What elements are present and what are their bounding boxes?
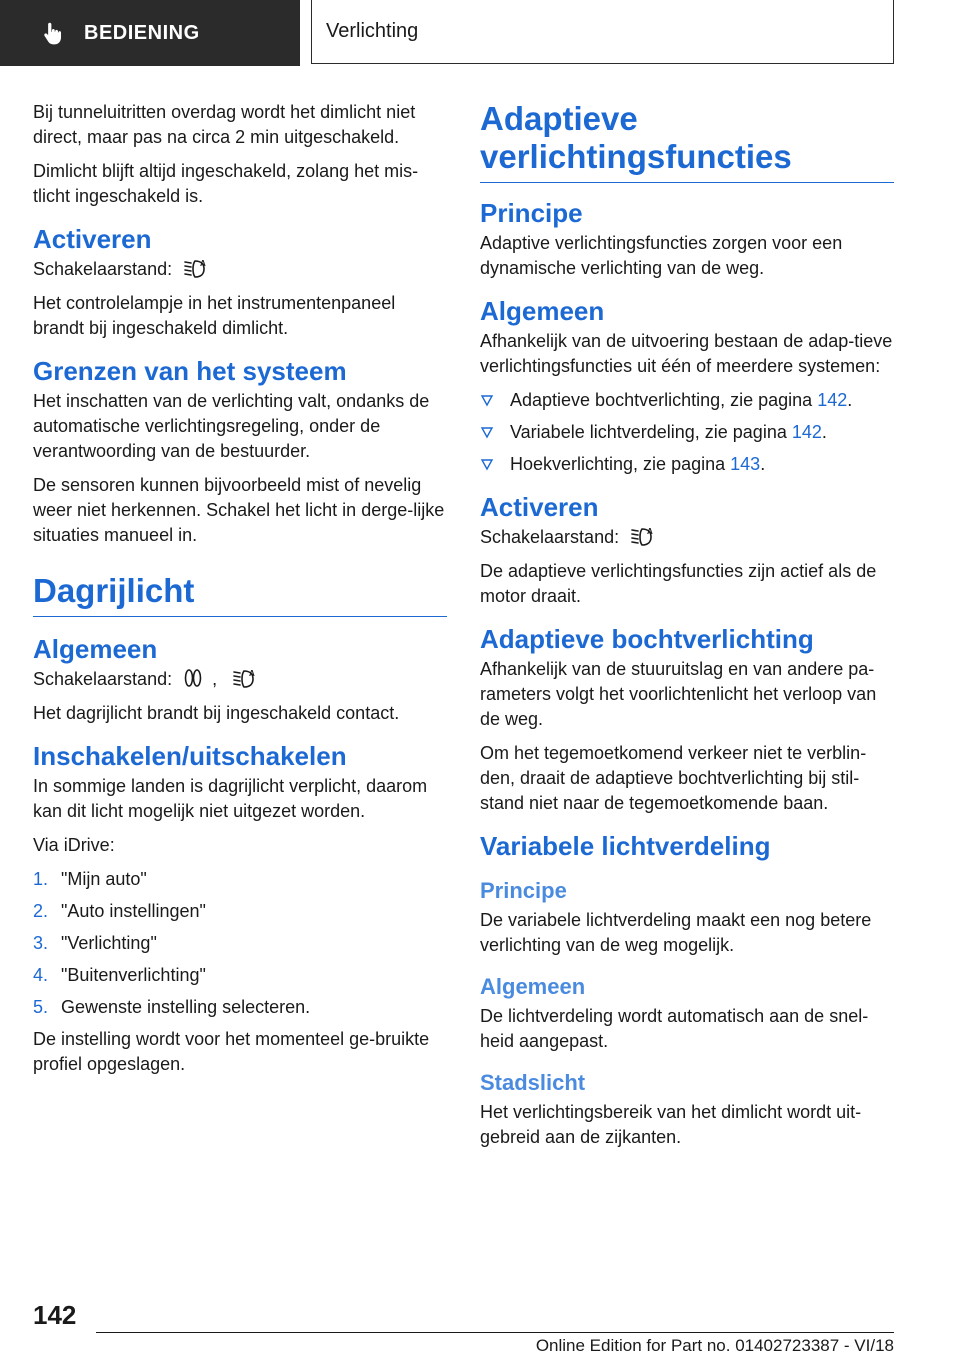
step-text: "Buitenverlichting" — [61, 965, 206, 985]
page-reference-link[interactable]: 142 — [791, 422, 822, 442]
heading-bochtverlichting: Adaptieve bochtverlichting — [480, 624, 814, 654]
list-item — [480, 452, 894, 477]
right-column — [480, 100, 894, 1159]
left-column — [33, 100, 447, 1086]
item-text: Hoekverlichting, zie pagina — [510, 454, 726, 474]
heading-grenzen: Grenzen van het systeem — [33, 356, 347, 386]
step-number: 5. — [33, 997, 49, 1017]
list-item — [33, 867, 447, 892]
paragraph: Om het tegemoetkomend verkeer niet te verblin-den, draait de adaptieve bochtverlichting bij stil-stand niet naar de tegemoetkomende baan. — [480, 743, 867, 813]
paragraph: Het controlelampje in het instrumentenpaneel brandt bij ingeschakeld dimlicht. — [33, 293, 396, 338]
heading-variabele: Variabele lichtverdeling — [480, 831, 771, 861]
automatic-headlight-icon — [183, 257, 209, 279]
systems-list — [480, 388, 894, 477]
heading-dagrijlicht: Dagrijlicht — [33, 572, 447, 617]
switch-position-line — [33, 257, 447, 282]
edition-note: Online Edition for Part no. 01402723387 - VI/18 — [535, 1336, 894, 1355]
heading-adaptieve: Adaptieve verlichtingsfuncties — [480, 100, 894, 183]
paragraph: Bij tunneluitritten overdag wordt het dimlicht niet direct, maar pas na circa 2 min uitgeschakeld. — [33, 102, 416, 147]
switch-position-line — [480, 525, 894, 550]
page-number: 142 — [33, 1300, 77, 1330]
step-number: 3. — [33, 933, 49, 953]
list-item — [480, 388, 894, 413]
paragraph: Via iDrive: — [33, 835, 115, 855]
paragraph: Afhankelijk van de uitvoering bestaan de adap-tieve verlichtingsfuncties uit één of meerdere systemen: — [480, 331, 893, 376]
heading-activeren: Activeren — [33, 224, 152, 254]
punctuation: . — [821, 422, 827, 442]
chapter-tab — [311, 0, 894, 64]
separator: , — [212, 669, 218, 689]
step-number: 1. — [33, 869, 49, 889]
svg-text:A: A — [647, 527, 653, 536]
punctuation: . — [847, 390, 853, 410]
switch-label: Schakelaarstand: — [33, 259, 173, 279]
section-label: BEDIENING — [84, 21, 200, 44]
paragraph: De lichtverdeling wordt automatisch aan de snel-heid aangepast. — [480, 1006, 869, 1051]
heading-algemeen: Algemeen — [33, 634, 158, 664]
paragraph: Het verlichtingsbereik van het dimlicht wordt uit-gebreid aan de zijkanten. — [480, 1102, 862, 1147]
automatic-headlight-icon — [630, 525, 656, 547]
heading-activeren: Activeren — [480, 492, 599, 522]
steps-list — [33, 867, 447, 1020]
heading-principe: Principe — [480, 198, 583, 228]
subheading-stadslicht: Stadslicht — [480, 1070, 586, 1095]
step-text: "Verlichting" — [61, 933, 157, 953]
triangle-bullet-icon — [480, 425, 494, 439]
paragraph: De sensoren kunnen bijvoorbeeld mist of nevelig weer niet herkennen. Schakel het licht in derge-lijke situaties manueel in. — [33, 475, 445, 545]
step-text: Gewenste instelling selecteren. — [61, 997, 311, 1017]
step-number: 4. — [33, 965, 49, 985]
list-item — [33, 963, 447, 988]
page-reference-link[interactable]: 143 — [730, 454, 761, 474]
paragraph: Dimlicht blijft altijd ingeschakeld, zolang het mis-tlicht ingeschakeld is. — [33, 161, 419, 206]
chapter-label: Verlichting — [326, 20, 419, 42]
automatic-headlight-icon — [232, 667, 258, 689]
subheading-principe: Principe — [480, 878, 567, 903]
pointing-hand-icon — [40, 20, 66, 46]
paragraph: De adaptieve verlichtingsfuncties zijn actief als de motor draait. — [480, 561, 877, 606]
paragraph: De variabele lichtverdeling maakt een nog betere verlichting van de weg mogelijk. — [480, 910, 872, 955]
triangle-bullet-icon — [480, 393, 494, 407]
punctuation: . — [760, 454, 766, 474]
list-item — [33, 899, 447, 924]
switch-position-line — [33, 667, 447, 692]
section-tab — [0, 0, 300, 66]
step-text: "Mijn auto" — [61, 869, 147, 889]
heading-inschakelen: Inschakelen/uitschakelen — [33, 741, 347, 771]
step-number: 2. — [33, 901, 49, 921]
paragraph: De instelling wordt voor het momenteel ge-bruikte profiel opgeslagen. — [33, 1029, 430, 1074]
list-item — [480, 420, 894, 445]
item-text: Variabele lichtverdeling, zie pagina — [510, 422, 787, 442]
step-text: "Auto instellingen" — [61, 901, 206, 921]
page-reference-link[interactable]: 142 — [817, 390, 848, 410]
list-item — [33, 931, 447, 956]
paragraph: Het inschatten van de verlichting valt, ondanks de automatische verlichtingsregeling, onder de verantwoording van de bestuurder. — [33, 391, 430, 461]
parking-light-icon — [183, 667, 203, 689]
paragraph: Afhankelijk van de stuuruitslag en van andere pa-rameters volgt het voorlichtenlicht het verloop van de weg. — [480, 659, 877, 729]
svg-text:A: A — [249, 669, 255, 678]
page-header — [0, 0, 960, 66]
svg-text:A: A — [200, 259, 206, 268]
heading-algemeen: Algemeen — [480, 296, 605, 326]
switch-label: Schakelaarstand: — [33, 669, 173, 689]
subheading-algemeen: Algemeen — [480, 974, 586, 999]
paragraph: Het dagrijlicht brandt bij ingeschakeld contact. — [33, 703, 400, 723]
paragraph: In sommige landen is dagrijlicht verplicht, daarom kan dit licht mogelijk niet uitgezet worden. — [33, 776, 428, 821]
switch-label: Schakelaarstand: — [480, 527, 620, 547]
list-item — [33, 995, 447, 1020]
footer-divider — [96, 1332, 894, 1333]
paragraph: Adaptive verlichtingsfuncties zorgen voor een dynamische verlichting van de weg. — [480, 233, 843, 278]
triangle-bullet-icon — [480, 457, 494, 471]
item-text: Adaptieve bochtverlichting, zie pagina — [510, 390, 813, 410]
